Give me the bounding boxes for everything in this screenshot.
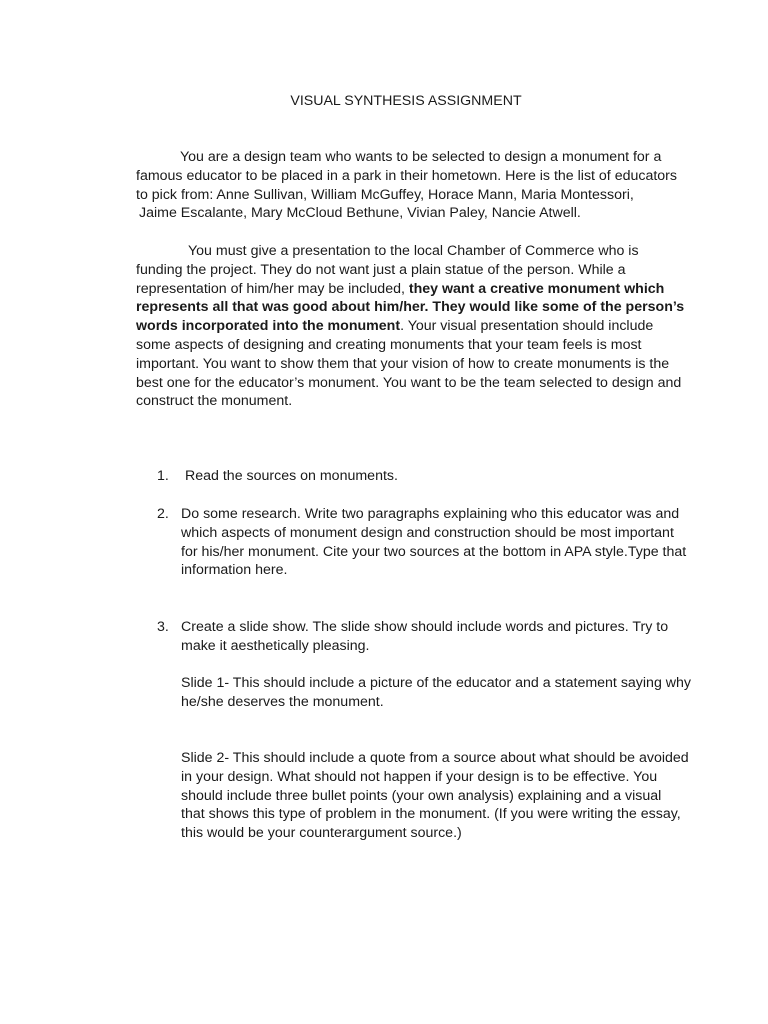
- list-item-text: [181, 505, 687, 580]
- list-number: 2.: [157, 506, 169, 522]
- step-line: Create a slide show. The slide show should include words and pictures. Try to: [181, 619, 669, 635]
- presentation-line: construct the monument.: [136, 393, 293, 410]
- step-line: make it aesthetically pleasing.: [181, 637, 370, 654]
- emphasis-text: represents all that was good about him/her. They would like some of the person’s: [136, 299, 685, 316]
- list-item-text: [181, 618, 681, 656]
- list-number: 1.: [157, 468, 169, 484]
- slide-line: should include three bullet points (your own analysis) explaining and a visual: [181, 787, 662, 804]
- intro-paragraph: [136, 148, 676, 223]
- plain-text: . Your visual presentation should include: [400, 318, 654, 335]
- slide-line: Slide 2- This should include a quote from a source about what should be avoided: [181, 750, 689, 766]
- slide-line: Slide 1- This should include a picture of the educator and a statement saying why: [181, 675, 692, 691]
- presentation-paragraph: [136, 242, 685, 411]
- step-line: which aspects of monument design and construction should be most important: [181, 524, 674, 541]
- presentation-line: [136, 298, 685, 317]
- presentation-line: [136, 280, 676, 299]
- step-line: information here.: [181, 562, 288, 579]
- slide-line: in your design. What should not happen if your design is to be effective. You: [181, 768, 658, 785]
- intro-line: You are a design team who wants to be selected to design a monument for a: [180, 149, 662, 165]
- presentation-line: [136, 317, 676, 336]
- slide-line: this would be your counterargument source.): [181, 825, 462, 842]
- list-item-text: [185, 467, 685, 486]
- emphasis-text: words incorporated into the monument: [136, 318, 401, 335]
- slide-line: that shows this type of problem in the monument. (If you were writing the essay,: [181, 806, 681, 823]
- step-line: Read the sources on monuments.: [185, 468, 398, 484]
- intro-line: Jaime Escalante, Mary McCloud Bethune, Vivian Paley, Nancie Atwell.: [139, 205, 581, 222]
- slide-1-description: [181, 674, 692, 712]
- presentation-line: You must give a presentation to the local Chamber of Commerce who is: [188, 243, 639, 259]
- list-number: 3.: [157, 619, 169, 635]
- step-line: Do some research. Write two paragraphs explaining who this educator was and: [181, 506, 680, 522]
- slide-2-description: [181, 749, 689, 843]
- plain-text: representation of him/her may be included,: [136, 280, 409, 297]
- presentation-line: best one for the educator’s monument. You want to be the team selected to design and: [136, 374, 682, 391]
- step-line: for his/her monument. Cite your two sources at the bottom in APA style.Type that: [181, 543, 687, 560]
- emphasis-text: they want a creative monument which: [408, 280, 665, 297]
- intro-line: famous educator to be placed in a park in their hometown. Here is the list of educators: [136, 167, 677, 184]
- page-title: VISUAL SYNTHESIS ASSIGNMENT: [290, 93, 522, 109]
- slide-line: he/she deserves the monument.: [181, 693, 384, 710]
- presentation-line: important. You want to show them that your vision of how to create monuments is the: [136, 355, 670, 372]
- presentation-line: some aspects of designing and creating monuments that your team feels is most: [136, 336, 642, 353]
- presentation-line: funding the project. They do not want just a plain statue of the person. While a: [136, 261, 626, 278]
- intro-line: to pick from: Anne Sullivan, William McGuffey, Horace Mann, Maria Montessori,: [136, 186, 634, 203]
